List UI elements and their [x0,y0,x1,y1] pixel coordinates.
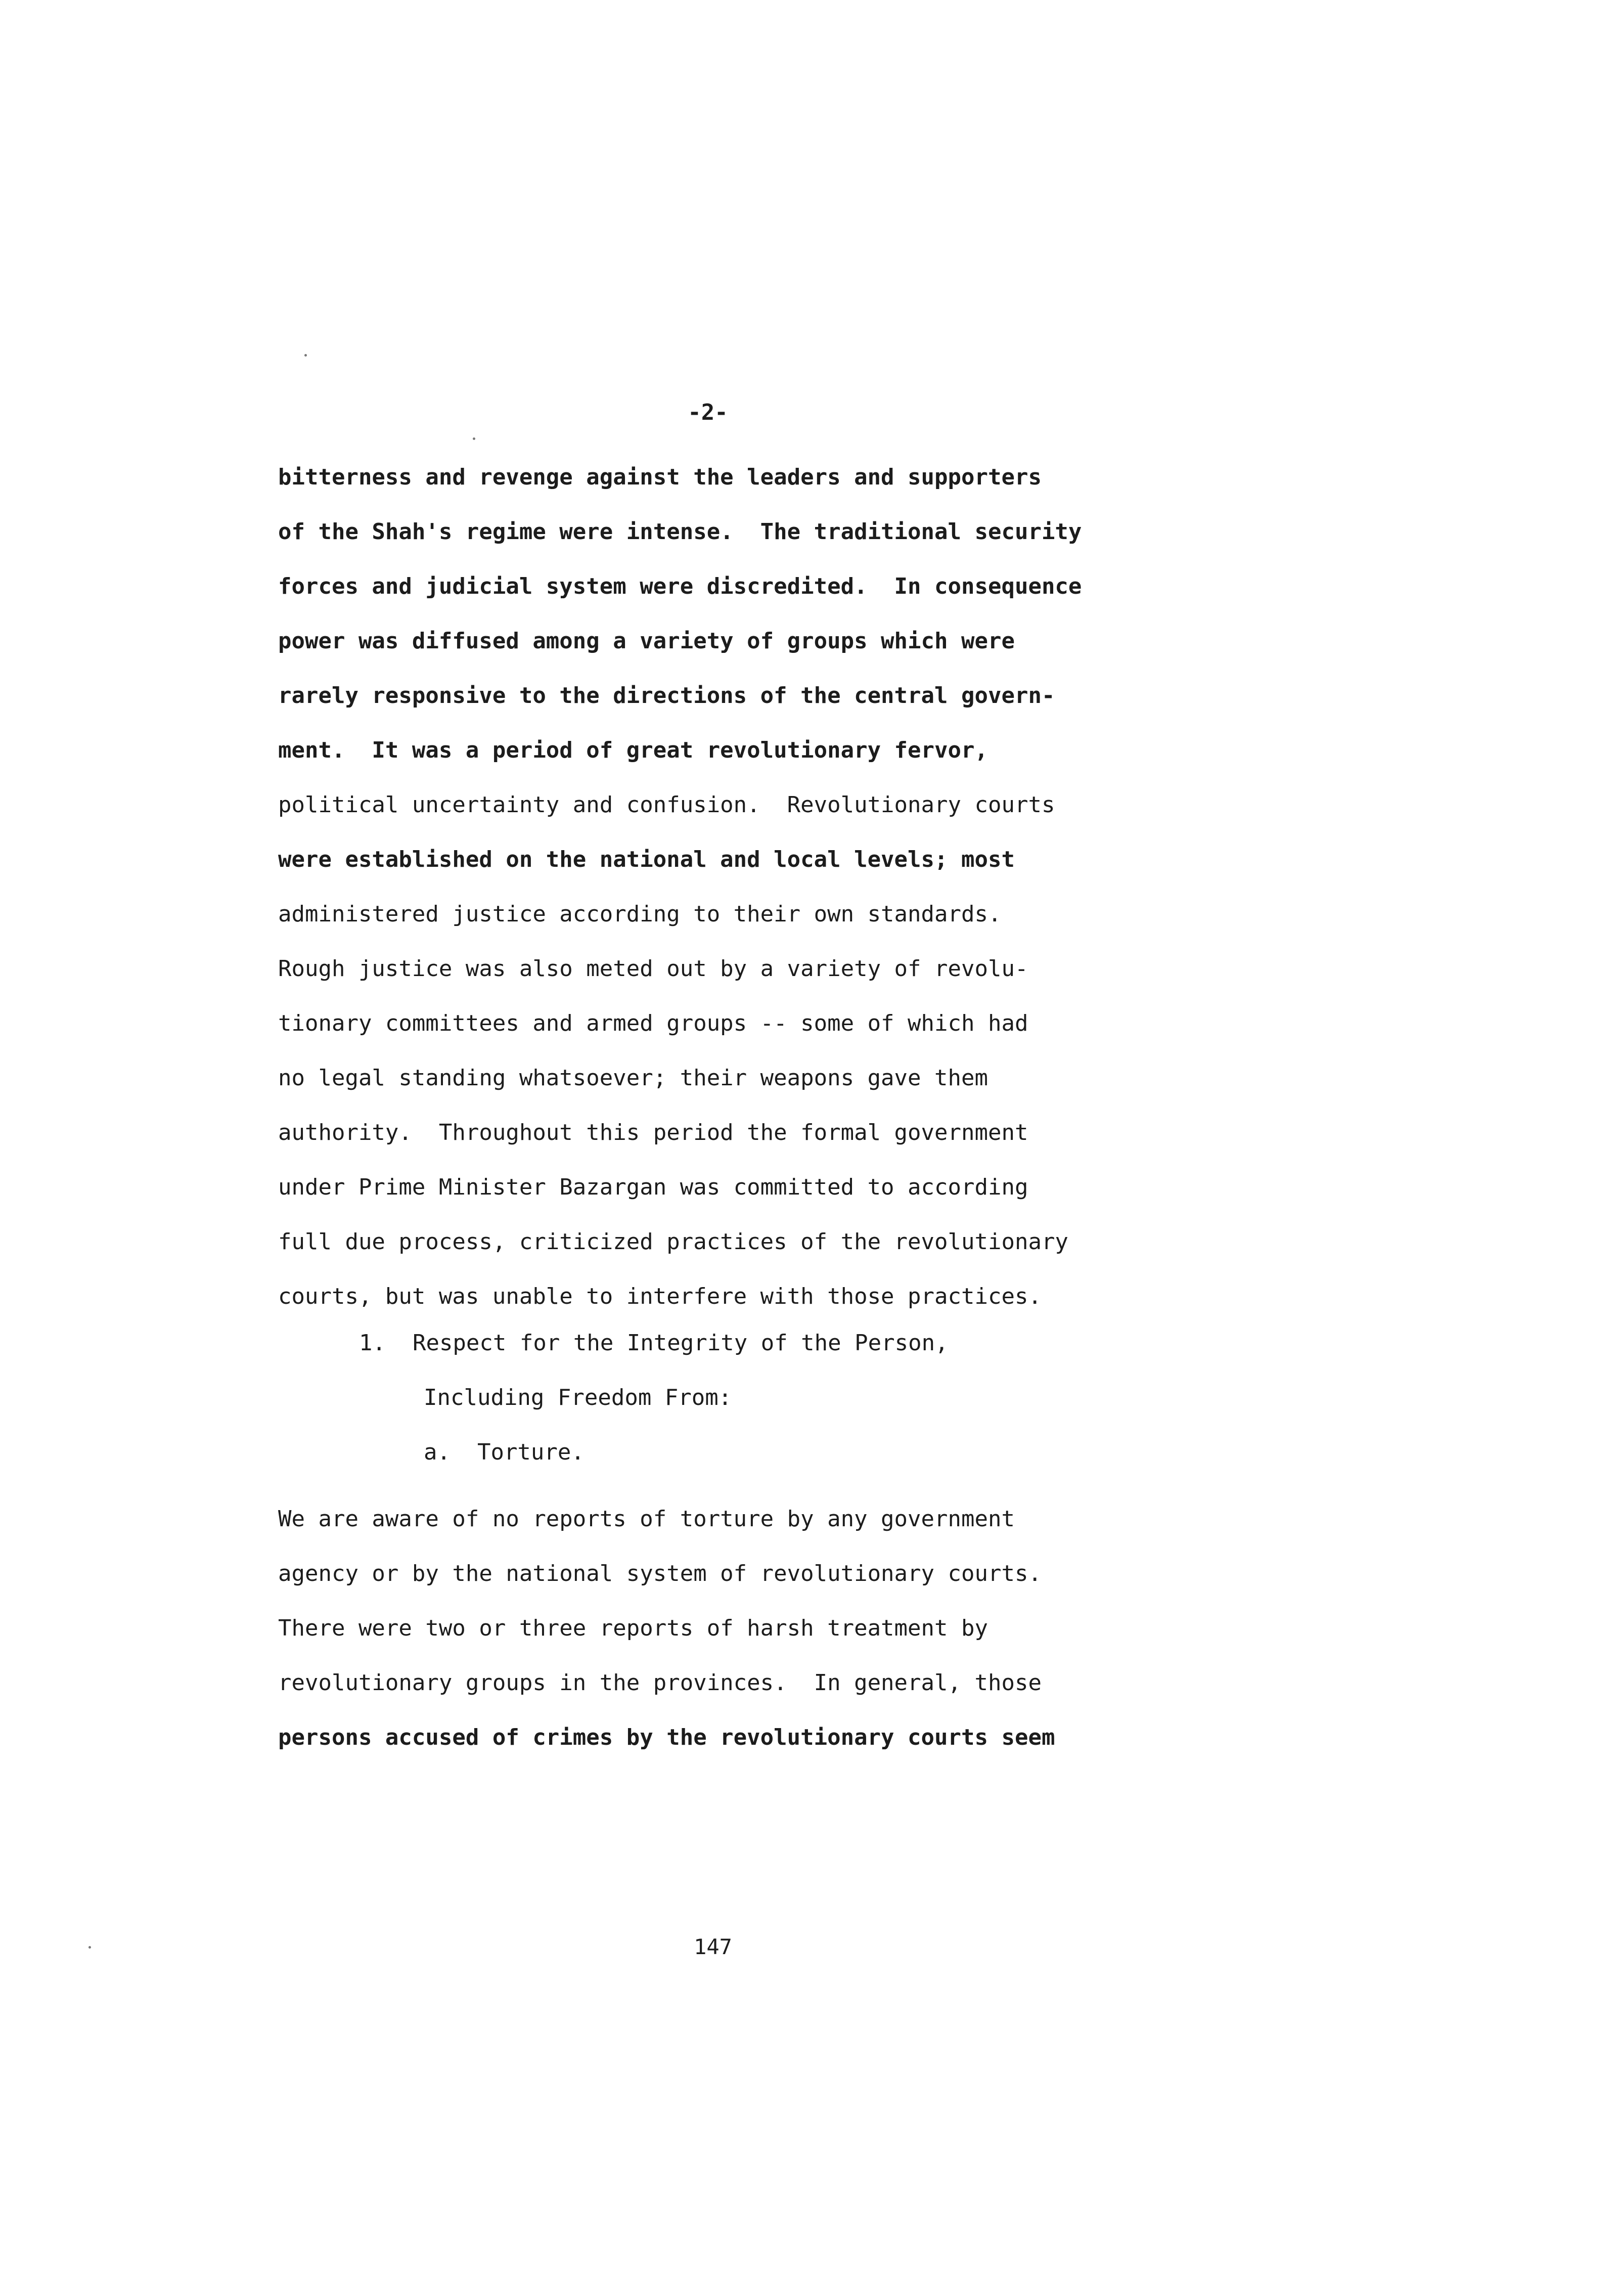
text-line: full due process, criticized practices of the revolutionary [278,1229,1068,1255]
text-line: forces and judicial system were discredited. In consequence [278,573,1082,599]
text-line: bitterness and revenge against the leaders and supporters [278,464,1042,490]
text-line: were established on the national and local levels; most [278,847,1015,872]
text-line: power was diffused among a variety of groups which were [278,628,1015,654]
text-line: There were two or three reports of harsh treatment by [278,1615,988,1641]
text-line: political uncertainty and confusion. Revolutionary courts [278,792,1055,818]
text-line: tionary committees and armed groups -- some of which had [278,1010,1028,1036]
outline-item-1-continuation: Including Freedom From: [424,1385,732,1410]
text-line: no legal standing whatsoever; their weapons gave them [278,1065,988,1091]
outline-item-1: 1. Respect for the Integrity of the Person, [359,1330,949,1356]
text-line: rarely responsive to the directions of the central govern- [278,683,1055,709]
text-line: We are aware of no reports of torture by any government [278,1506,1015,1532]
text-line: courts, but was unable to interfere with those practices. [278,1284,1042,1309]
page-marker: -2- [688,400,728,425]
text-line: ment. It was a period of great revolutionary fervor, [278,737,988,763]
text-line: administered justice according to their own standards. [278,901,1002,927]
paragraph-2 [278,1492,1289,1765]
scan-speck [304,354,307,357]
scan-speck [473,437,475,440]
text-line: of the Shah's regime were intense. The traditional security [278,519,1082,545]
paragraph-1 [278,450,1289,1324]
text-line: agency or by the national system of revolutionary courts. [278,1561,1042,1586]
outline-item-1a: a. Torture. [424,1439,585,1465]
text-line: under Prime Minister Bazargan was committed to according [278,1174,1028,1200]
page-number: 147 [694,1934,732,1959]
text-line: authority. Throughout this period the formal government [278,1120,1028,1145]
text-line: persons accused of crimes by the revolutionary courts seem [278,1725,1055,1750]
text-line: revolutionary groups in the provinces. In general, those [278,1670,1042,1696]
text-line: Rough justice was also meted out by a variety of revolu- [278,956,1028,982]
